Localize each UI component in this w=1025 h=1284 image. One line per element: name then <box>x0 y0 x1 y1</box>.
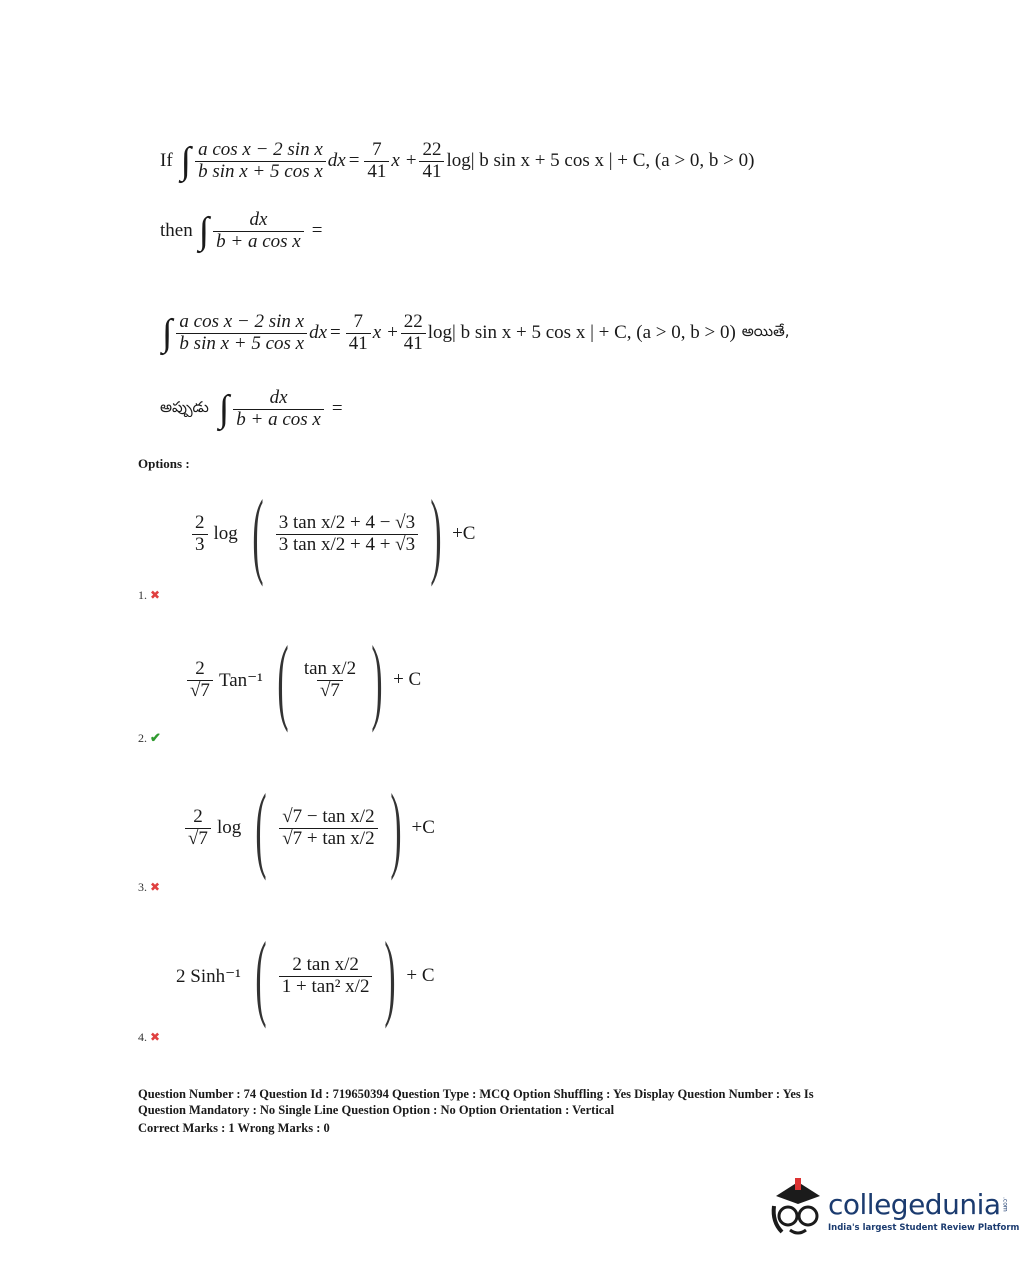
te-dx-label: dx <box>309 322 328 344</box>
equals-sign: = <box>348 150 360 172</box>
question-then: then <box>160 220 193 242</box>
option-2-inner-den: √7 <box>317 680 343 702</box>
option-3-tail: +C <box>411 817 435 838</box>
te-coef1-num: 7 <box>353 311 364 332</box>
te-integrand-denominator: b sin x + 5 cos x <box>176 333 307 355</box>
option-3-fn: log <box>216 817 242 838</box>
te-second-numerator: dx <box>269 387 288 408</box>
te-x-plus: x + <box>372 322 399 344</box>
meta-line-2: Question Mandatory : No Single Line Question Option : No Option Orientation : Vertical <box>138 1103 615 1117</box>
collegedunia-logo <box>768 1178 1019 1242</box>
integral-sign-te-2: ∫ <box>218 388 230 431</box>
option-1-marker <box>138 588 160 603</box>
option-4-tail: + C <box>406 965 435 986</box>
te-suffix: అయితే, <box>741 322 790 341</box>
equals-end: = <box>311 220 323 242</box>
wrong-icon: ✖ <box>150 588 161 602</box>
integral-sign-2: ∫ <box>198 210 210 253</box>
option-3-number: 3. <box>138 880 147 894</box>
question-en-line1 <box>160 140 754 183</box>
te-coef2-num: 22 <box>403 311 423 332</box>
x-plus: x + <box>391 150 418 172</box>
meta-line-1: Question Number : 74 Question Id : 719650394 Question Type : MCQ Option Shuffling : Yes Display Question Number : Yes Is <box>138 1087 814 1101</box>
question-te-line1 <box>160 312 790 355</box>
meta-line-3: Correct Marks : 1 Wrong Marks : 0 <box>138 1121 330 1135</box>
te-integrand-numerator: a cos x − 2 sin x <box>179 311 305 332</box>
second-numerator: dx <box>249 209 268 230</box>
options-label: Options : <box>138 456 190 471</box>
option-2-marker <box>138 730 161 746</box>
coef1-num: 7 <box>372 139 382 160</box>
option-2-coef-den: √7 <box>187 680 213 702</box>
dx-label: dx <box>327 150 346 172</box>
option-4-inner-den: 1 + tan² x/2 <box>279 976 373 998</box>
option-2-tail: + C <box>393 669 422 690</box>
option-2-fn: Tan⁻¹ <box>218 669 263 691</box>
logo-name: collegedunia <box>828 1187 1001 1221</box>
option-1-inner-den: 3 tan x/2 + 4 + √3 <box>276 534 418 556</box>
option-3-coef-den: √7 <box>185 828 211 850</box>
wrong-icon: ✖ <box>150 1030 161 1044</box>
option-4-expression: 2 Sinh⁻¹ ( $\frac{\text{2 tan x/2}}{\text{1 + tan² x/2}}$ ) + C <box>176 922 435 1029</box>
option-1-expression: $\frac{2}{3}$ log ( $\frac{\text{3 tan x/2 + 4 − √3}}{\text{3 tan x/2 + 4 + √3}}$ ) +C <box>190 486 475 582</box>
option-2-inner-num: tan x/2 <box>303 657 357 679</box>
integrand-denominator: b sin x + 5 cos x <box>195 161 326 183</box>
option-1-number: 1. <box>138 588 147 602</box>
option-3-coef-num: 2 <box>193 805 203 827</box>
option-2-coef-num: 2 <box>195 657 205 679</box>
wrong-icon: ✖ <box>150 880 161 894</box>
option-4-marker <box>138 1030 160 1045</box>
second-denominator: b + a cos x <box>213 231 304 253</box>
coef2-den: 41 <box>419 161 444 183</box>
option-3-inner-num: √7 − tan x/2 <box>282 805 375 827</box>
option-1-fn: log <box>213 523 238 544</box>
option-1-inner-num: 3 tan x/2 + 4 − √3 <box>278 511 416 533</box>
te-equals-end: = <box>331 398 343 420</box>
integrand-numerator: a cos x − 2 sin x <box>198 139 323 160</box>
option-2-number: 2. <box>138 730 147 745</box>
option-1-tail: +C <box>452 523 476 544</box>
te-coef2-den: 41 <box>401 333 426 355</box>
integral-sign-te: ∫ <box>162 312 173 355</box>
option-3-marker <box>138 880 160 895</box>
te-then: అప్పుడు <box>160 398 209 417</box>
question-en-line2 <box>160 210 322 253</box>
te-coef1-den: 41 <box>346 333 371 355</box>
check-icon: ✔ <box>150 730 161 745</box>
te-equals-sign: = <box>330 322 341 344</box>
option-4-number: 4. <box>138 1030 147 1044</box>
te-second-denominator: b + a cos x <box>233 409 324 431</box>
question-meta <box>138 1086 898 1136</box>
question-if: If <box>160 150 173 172</box>
log-part: log| b sin x + 5 cos x | + C, (a > 0, b > 0) <box>446 150 755 172</box>
te-log-part: log| b sin x + 5 cos x | + C, (a > 0, b > 0) <box>427 322 736 344</box>
option-1-coef-den: 3 <box>192 534 208 556</box>
option-4-inner-num: 2 tan x/2 <box>292 953 359 975</box>
coef2-num: 22 <box>422 139 442 160</box>
coef1-den: 41 <box>364 161 389 183</box>
logo-mascot-icon <box>768 1178 826 1242</box>
logo-tagline: India's largest Student Review Platform <box>828 1222 1020 1233</box>
logo-tld: .com <box>1001 1196 1009 1212</box>
option-2-expression: $\frac{2}{√7}$ Tan⁻¹ ( $\frac{\text{tan x/2}}{√7}$ ) + C <box>185 632 421 728</box>
question-te-line2 <box>160 388 343 431</box>
option-1-coef-num: 2 <box>195 511 205 533</box>
option-3-inner-den: √7 + tan x/2 <box>279 828 377 850</box>
integral-sign: ∫ <box>180 140 192 183</box>
option-3-expression: $\frac{2}{√7}$ log ( $\frac{\text{√7 − tan x/2}}{\text{√7 + tan x/2}}$ ) +C <box>183 780 435 876</box>
option-4-fn: 2 Sinh⁻¹ <box>176 965 241 987</box>
